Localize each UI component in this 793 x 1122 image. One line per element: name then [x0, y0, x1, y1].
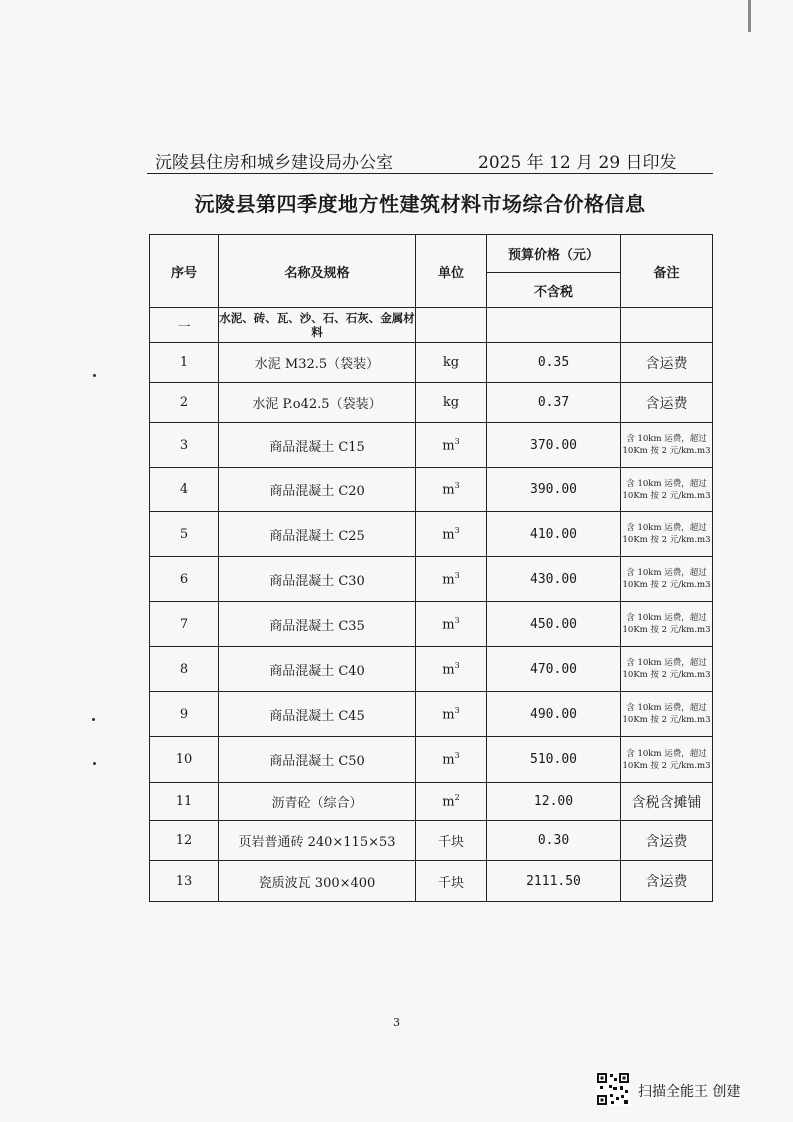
row-price: 450.00	[487, 602, 621, 647]
row-remark: 含税含摊铺	[621, 783, 713, 821]
row-remark: 含运费	[621, 343, 713, 383]
category-price	[487, 308, 621, 343]
row-price: 2111.50	[487, 861, 621, 902]
table-row	[150, 383, 713, 423]
header-rule	[147, 173, 713, 174]
header-remark: 备注	[621, 235, 713, 308]
qr-code-icon	[596, 1072, 630, 1106]
row-no: 5	[150, 512, 219, 557]
row-remark: 含 10km 运费，超过 10Km 按 2 元/km.m3	[621, 468, 713, 512]
header-unit: 单位	[416, 235, 487, 308]
header-price: 预算价格（元）	[487, 235, 621, 273]
row-no: 1	[150, 343, 219, 383]
row-name: 页岩普通砖 240×115×53	[219, 821, 416, 861]
category-unit	[416, 308, 487, 343]
watermark-text: 扫描全能王 创建	[638, 1084, 741, 1100]
row-unit: kg	[416, 383, 487, 423]
document-title: 沅陵县第四季度地方性建筑材料市场综合价格信息	[194, 192, 646, 216]
row-unit: $m^3$	[416, 602, 487, 647]
issuing-office: 沅陵县住房和城乡建设局办公室	[155, 153, 393, 173]
row-remark: 含运费	[621, 821, 713, 861]
row-unit: 千块	[416, 861, 487, 902]
row-price: 470.00	[487, 647, 621, 692]
row-name: 商品混凝土 C45	[219, 692, 416, 737]
row-no: 10	[150, 737, 219, 783]
row-unit: $m^3$	[416, 468, 487, 512]
table-row	[150, 512, 713, 557]
row-price: 370.00	[487, 423, 621, 468]
table-row	[150, 861, 713, 902]
category-row	[150, 308, 713, 343]
row-name: 瓷质波瓦 300×400	[219, 861, 416, 902]
page-number: 3	[393, 1016, 400, 1029]
row-unit: $m^3$	[416, 737, 487, 783]
category-remark	[621, 308, 713, 343]
scan-speck	[93, 762, 96, 765]
row-price: 410.00	[487, 512, 621, 557]
category-name: 水泥、砖、瓦、沙、石、石灰、金属材料	[219, 308, 416, 343]
row-price: 0.37	[487, 383, 621, 423]
row-name: 沥青砼（综合）	[219, 783, 416, 821]
row-remark: 含运费	[621, 383, 713, 423]
table-row	[150, 557, 713, 602]
row-unit: $m^3$	[416, 647, 487, 692]
table-row	[150, 692, 713, 737]
row-remark: 含 10km 运费，超过 10Km 按 2 元/km.m3	[621, 512, 713, 557]
row-price: 390.00	[487, 468, 621, 512]
issue-date: 2025 年 12 月 29 日印发	[478, 153, 677, 173]
row-no: 2	[150, 383, 219, 423]
table-row	[150, 647, 713, 692]
header-price-sub: 不含税	[487, 273, 621, 308]
header-name: 名称及规格	[219, 235, 416, 308]
row-remark: 含 10km 运费，超过 10Km 按 2 元/km.m3	[621, 647, 713, 692]
row-remark: 含运费	[621, 861, 713, 902]
row-name: 商品混凝土 C40	[219, 647, 416, 692]
row-no: 12	[150, 821, 219, 861]
table-row	[150, 468, 713, 512]
row-no: 8	[150, 647, 219, 692]
row-price: 490.00	[487, 692, 621, 737]
row-no: 11	[150, 783, 219, 821]
row-remark: 含 10km 运费，超过 10Km 按 2 元/km.m3	[621, 692, 713, 737]
row-no: 13	[150, 861, 219, 902]
row-price: 430.00	[487, 557, 621, 602]
row-remark: 含 10km 运费，超过 10Km 按 2 元/km.m3	[621, 737, 713, 783]
row-name: 水泥 M32.5（袋装）	[219, 343, 416, 383]
row-name: 商品混凝土 C25	[219, 512, 416, 557]
row-unit: 千块	[416, 821, 487, 861]
table-row	[150, 343, 713, 383]
header-no: 序号	[150, 235, 219, 308]
scanner-watermark	[596, 1072, 786, 1112]
scan-speck	[93, 374, 96, 377]
row-name: 商品混凝土 C50	[219, 737, 416, 783]
page-edge-mark	[748, 0, 751, 32]
row-price: 0.30	[487, 821, 621, 861]
row-unit: $m^3$	[416, 512, 487, 557]
row-remark: 含 10km 运费，超过 10Km 按 2 元/km.m3	[621, 602, 713, 647]
row-no: 3	[150, 423, 219, 468]
table-header-row	[150, 235, 713, 273]
row-no: 7	[150, 602, 219, 647]
scan-speck	[92, 718, 95, 721]
row-unit: $m^2$	[416, 783, 487, 821]
row-remark: 含 10km 运费，超过 10Km 按 2 元/km.m3	[621, 423, 713, 468]
row-name: 商品混凝土 C30	[219, 557, 416, 602]
row-remark: 含 10km 运费，超过 10Km 按 2 元/km.m3	[621, 557, 713, 602]
row-unit: kg	[416, 343, 487, 383]
row-unit: $m^3$	[416, 557, 487, 602]
row-unit: $m^3$	[416, 423, 487, 468]
row-name: 商品混凝土 C15	[219, 423, 416, 468]
table-row	[150, 423, 713, 468]
table-row	[150, 602, 713, 647]
price-table	[149, 234, 713, 902]
category-no: 一	[150, 308, 219, 343]
row-no: 4	[150, 468, 219, 512]
row-no: 9	[150, 692, 219, 737]
row-name: 商品混凝土 C35	[219, 602, 416, 647]
row-name: 水泥 P.o42.5（袋装）	[219, 383, 416, 423]
row-unit: $m^3$	[416, 692, 487, 737]
row-price: 510.00	[487, 737, 621, 783]
row-name: 商品混凝土 C20	[219, 468, 416, 512]
table-row	[150, 783, 713, 821]
row-price: 0.35	[487, 343, 621, 383]
row-price: 12.00	[487, 783, 621, 821]
table-row	[150, 821, 713, 861]
table-row	[150, 737, 713, 783]
row-no: 6	[150, 557, 219, 602]
